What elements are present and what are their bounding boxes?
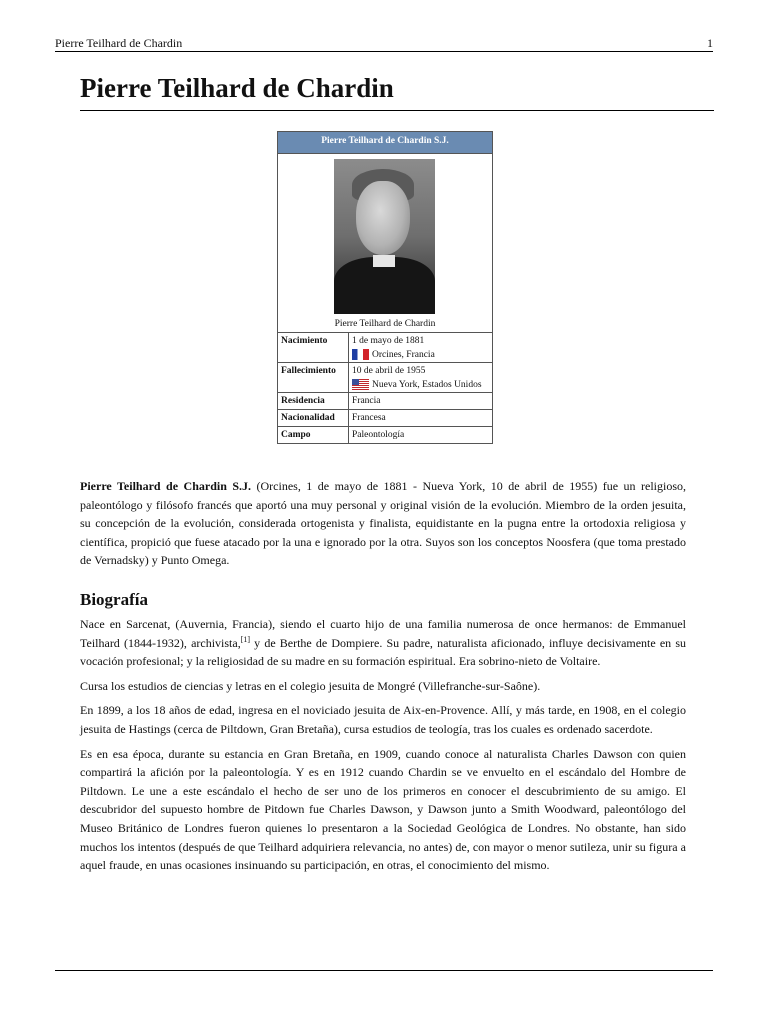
title-divider [80,110,714,111]
infobox-label: Nacionalidad [278,410,349,426]
infobox-row-fallecimiento [278,362,492,392]
running-title: Pierre Teilhard de Chardin [55,36,183,50]
infobox-row-nacimiento [278,332,492,362]
infobox-heading: Pierre Teilhard de Chardin S.J. [278,132,492,154]
infobox-value[interactable]: Paleontología [352,430,405,440]
infobox-label: Campo [278,427,349,443]
infobox-label: Residencia [278,393,349,409]
infobox-value: 1 de mayo de 1881 [352,336,425,346]
infobox-label: Fallecimiento [278,363,349,392]
infobox-label: Nacimiento [278,333,349,362]
page-header [55,35,713,52]
paragraph: En 1899, a los 18 años de edad, ingresa en el noviciado jesuita de Aix-en-Provence. Allí, y más tarde, en 1908, en el colegio jesuita de Hastings (cerca de Piltdown, Gran Bretaña), cursa estudios de teología, tras los cuales es ordenado sacerdote. [80,703,686,736]
infobox [277,131,493,444]
infobox-value: 10 de abril de 1955 [352,366,426,376]
biography-section [80,615,686,881]
infobox-photo-cell [278,154,492,332]
article-title: Pierre Teilhard de Chardin [80,73,394,103]
page-number: 1 [707,36,713,50]
intro-paragraph [80,477,686,576]
paragraph: Nace en Sarcenat, (Auvernia, Francia), siendo el cuarto hijo de una familia numerosa de once hermanos: de Emmanuel Teilhard (1844-1932), archivista,[1] y de Berthe de Dompiere. Su padre, naturalista aficionado, influye decisivamente en su vocación profesional; y la religiosidad de su madre en su formación espiritual. Era sobrino-nieto de Voltaire. [80,617,686,669]
portrait-image[interactable] [334,159,435,314]
infobox-value: Francesa [352,413,386,423]
footer-divider [55,970,713,971]
reference-link[interactable]: [1] [240,634,251,644]
intro-text: (Orcines, 1 de mayo de 1881 - Nueva York, 10 de abril de 1955) fue un religioso, paleontólogo y filósofo francés que aportó una muy personal y original visión de la evolución. Miembro de la orden jesuita, su concepción de la evolución, considerada ortogenista y finalista, equidistante en la pugna entre la ortodoxia religiosa y científica, propició que fuese atacado por la una e ignorado por la otra. Suyos son los conceptos Noosfera (que toma prestado de Vernadsky) y Punto Omega. [80,479,686,568]
section-heading-biografia: Biografía [80,590,148,609]
infobox-row-campo [278,426,492,443]
subject-name: Pierre Teilhard de Chardin S.J. [80,479,252,493]
birthplace-link[interactable]: Orcines, Francia [372,349,435,360]
france-flag-icon [352,349,369,360]
infobox-row-nacionalidad [278,409,492,426]
infobox-row-residencia [278,392,492,409]
paragraph: Cursa los estudios de ciencias y letras en el colegio jesuita de Mongré (Villefranche-sur-Saône). [80,678,541,693]
paragraph: Es en esa época, durante su estancia en Gran Bretaña, en 1909, cuando conoce al naturalista Charles Dawson con quien compartirá la afición por la paleontología. Y es en 1912 cuando Chardin se ve envuelto en el escándalo del Hombre de Piltdown. Le une a este escándalo el hecho de ser uno de los primeros en conocer el descubrimiento de su amigo. El descubridor del supuesto hombre de Pitdown fue Charles Dawson, y Dawson junto a Smith Woodward, paleontólogo del Museo Británico de Londres fueron quienes lo presentaron a la Sociedad Geológica de Londres. No obstante, han sido muchos los intentos (después de que Teilhard adquiriera relevancia, no antes) de, con mayor o menor sutileza, unir su figura a aquel fraude, en unas ocasiones insinuando su participación, en otras, el conocimiento del mismo. [80,746,686,873]
deathplace-link[interactable]: Nueva York, Estados Unidos [372,379,482,390]
infobox-value[interactable]: Francia [352,396,381,406]
portrait-caption: Pierre Teilhard de Chardin [334,319,436,329]
usa-flag-icon [352,379,369,390]
